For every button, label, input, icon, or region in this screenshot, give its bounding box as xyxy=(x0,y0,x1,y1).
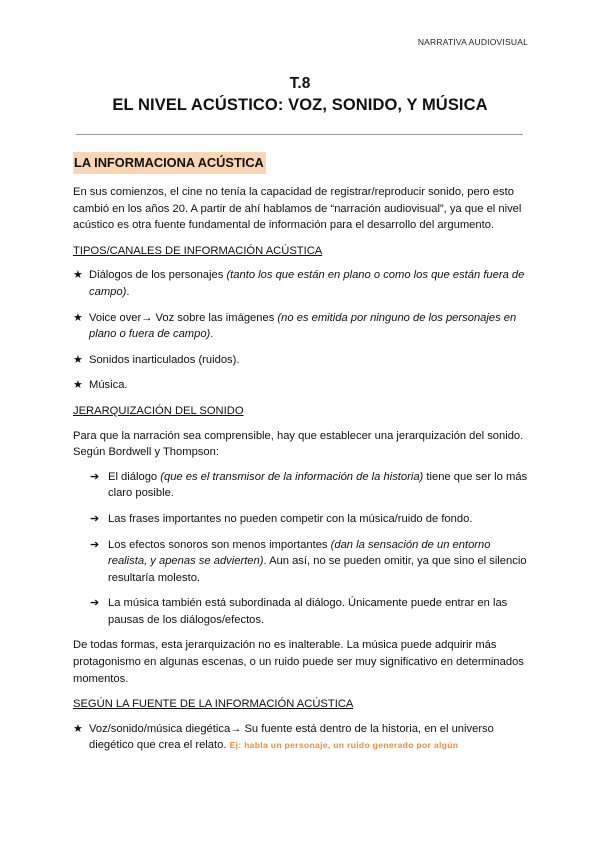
list-item xyxy=(90,469,528,502)
arrow-icon: ➔ xyxy=(90,538,100,551)
title-divider xyxy=(76,134,523,135)
subheading-fuente: SEGÚN LA FUENTE DE LA INFORMACIÓN ACÚSTICA xyxy=(73,698,354,711)
jerarquia-list xyxy=(90,469,528,629)
list-item xyxy=(90,595,528,628)
item-italic: (no es emitida por ninguno de los personajes en plano o fuera de campo) xyxy=(89,311,517,341)
list-item xyxy=(90,511,528,528)
star-icon: ★ xyxy=(73,722,83,735)
arrow-icon: ➔ xyxy=(90,597,100,610)
item-italic: (tanto los que están en plano o como los que están fuera de campo) xyxy=(89,269,525,298)
arrow-icon: ➔ xyxy=(90,470,100,483)
list-item xyxy=(90,537,528,587)
page-title: EL NIVEL ACÚSTICO: VOZ, SONIDO, Y MÚSICA xyxy=(112,96,488,114)
item-after: . xyxy=(210,328,214,341)
intro-paragraph: En sus comienzos, el cine no tenía la capacidad de registrar/reproducir sonido, pero esto cambió en los años 20. A partir de ahí hablamos de “narración audiovisual”, ya que el nivel acústico es otra fuente fundamental de información para el desarrollo del argumento. xyxy=(73,186,522,232)
section-heading: LA INFORMACIONA ACÚSTICA xyxy=(73,152,266,174)
list-item xyxy=(73,352,528,369)
tipos-list xyxy=(73,267,528,394)
star-icon: ★ xyxy=(73,353,83,366)
jerarquia-closing: De todas formas, esta jerarquización no es inalterable. La música puede adquirir más protagonismo en algunas escenas, o un ruido puede ser muy significativo en determinados momentos. xyxy=(73,639,524,685)
list-item xyxy=(73,377,528,394)
running-header: NARRATIVA AUDIOVISUAL xyxy=(417,37,528,47)
item-text: Los efectos sonoros son menos importantes xyxy=(108,538,331,551)
subheading-tipos: TIPOS/CANALES DE INFORMACIÓN ACÚSTICA xyxy=(73,244,323,257)
star-icon: ★ xyxy=(73,379,83,392)
list-item xyxy=(73,267,528,300)
example-note: Ej: habla un personaje, un ruido generado por algún xyxy=(229,740,459,751)
item-text: Sonidos inarticulados (ruidos). xyxy=(89,353,240,366)
item-text: La música también está subordinada al diálogo. Únicamente puede entrar en las pausas de los diálogos/efectos. xyxy=(108,597,508,626)
arrow-icon: ➔ xyxy=(90,512,100,525)
list-item xyxy=(73,310,528,343)
item-text: Voz/sonido/música diegética→ Su fuente está dentro de la historia, en el universo diegético que crea el relato. xyxy=(89,722,494,752)
topic-number: T.8 xyxy=(289,75,311,92)
item-italic: (que es el transmisor de la información de la historia) xyxy=(160,470,424,483)
document-body xyxy=(73,152,528,763)
item-text: Voice over→ Voz sobre las imágenes xyxy=(89,311,278,324)
item-after: . xyxy=(126,285,130,298)
subheading-jerarquia: JERARQUIZACIÓN DEL SONIDO xyxy=(73,404,244,417)
item-after: tiene que ser lo más claro posible. xyxy=(108,470,528,500)
item-text: Diálogos de los personajes xyxy=(89,269,227,282)
list-item xyxy=(73,721,528,754)
item-text: Música. xyxy=(89,379,128,392)
fuente-list xyxy=(73,721,528,754)
item-italic: (dan la sensación de un entorno realista, y apenas se advierten) xyxy=(108,538,491,568)
item-text: Las frases importantes no pueden competir con la música/ruido de fondo. xyxy=(108,512,473,525)
star-icon: ★ xyxy=(73,311,83,324)
item-text: El diálogo xyxy=(108,470,161,483)
item-after: . Aun así, no se pueden omitir, ya que sino el silencio resultaría molesto. xyxy=(108,555,527,584)
jerarquia-intro: Para que la narración sea comprensible, hay que establecer una jerarquización del sonido. Según Bordwell y Thompson: xyxy=(73,429,524,459)
star-icon: ★ xyxy=(73,269,83,282)
